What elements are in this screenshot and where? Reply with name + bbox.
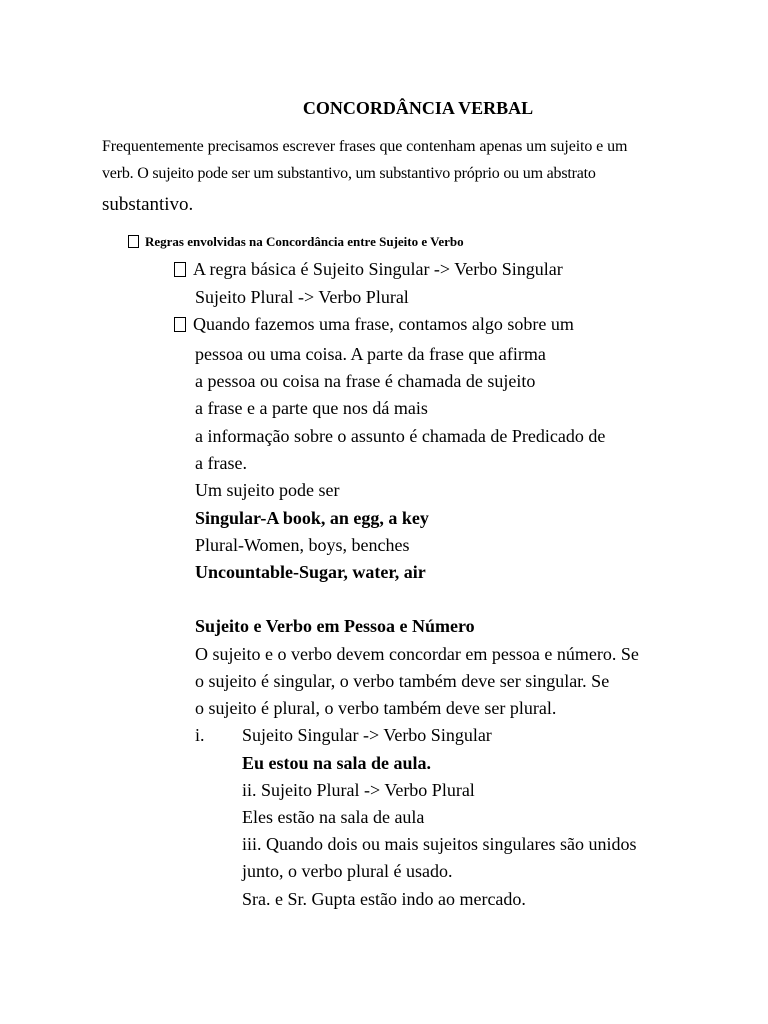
rule-2-line-1 [174, 315, 574, 333]
person-number-line-1: O sujeito e o verbo devem concordar em pessoa e número. Se [195, 644, 639, 664]
person-number-heading: Sujeito e Verbo em Pessoa e Número [195, 616, 475, 636]
rule-2-line-2: pessoa ou uma coisa. A parte da frase que afirma [195, 344, 546, 364]
bullet-box-icon [174, 317, 186, 332]
person-number-line-3: o sujeito é plural, o verbo também deve ser plural. [195, 698, 557, 718]
item-i-text: Sujeito Singular -> Verbo Singular [242, 725, 492, 745]
subject-type-uncountable: Uncountable-Sugar, water, air [195, 562, 426, 582]
subject-type-plural: Plural-Women, boys, benches [195, 535, 410, 555]
rule-2-line-4: a frase e a parte que nos dá mais [195, 398, 428, 418]
item-ii-text: ii. Sujeito Plural -> Verbo Plural [242, 780, 475, 800]
rule-1-text: A regra básica é Sujeito Singular -> Verbo Singular [193, 259, 563, 279]
item-iii-line-2: junto, o verbo plural é usado. [242, 861, 453, 881]
subject-type-singular: Singular-A book, an egg, a key [195, 508, 429, 528]
item-iii-line-1: iii. Quando dois ou mais sujeitos singulares são unidos [242, 834, 637, 854]
rule-2-line-3: a pessoa ou coisa na frase é chamada de sujeito [195, 371, 536, 391]
section-heading-rules [128, 235, 464, 248]
bullet-box-icon [128, 235, 139, 248]
item-iii-example: Sra. e Sr. Gupta estão indo ao mercado. [242, 889, 526, 909]
intro-line-1: Frequentemente precisamos escrever frases que contenham apenas um sujeito e um [102, 138, 628, 155]
rule-2-text: Quando fazemos uma frase, contamos algo sobre um [193, 314, 574, 334]
item-i-example: Eu estou na sala de aula. [242, 753, 432, 773]
rule-2-line-6: a frase. [195, 453, 247, 473]
rule-2-line-7: Um sujeito pode ser [195, 480, 340, 500]
rule-2-line-5: a informação sobre o assunto é chamada de Predicado de [195, 426, 606, 446]
item-ii-example: Eles estão na sala de aula [242, 807, 425, 827]
document-title: CONCORDÂNCIA VERBAL [302, 98, 534, 118]
bullet-box-icon [174, 262, 186, 277]
intro-line-3: substantivo. [102, 194, 194, 215]
intro-line-2: verb. O sujeito pode ser um substantivo, um substantivo próprio ou um abstrato [102, 165, 596, 182]
item-i-marker: i. [195, 725, 205, 745]
section-heading-text: Regras envolvidas na Concordância entre Sujeito e Verbo [145, 234, 464, 249]
rule-1-line-2: Sujeito Plural -> Verbo Plural [195, 287, 409, 307]
rule-1-line-1 [174, 260, 563, 278]
person-number-line-2: o sujeito é singular, o verbo também deve ser singular. Se [195, 671, 610, 691]
